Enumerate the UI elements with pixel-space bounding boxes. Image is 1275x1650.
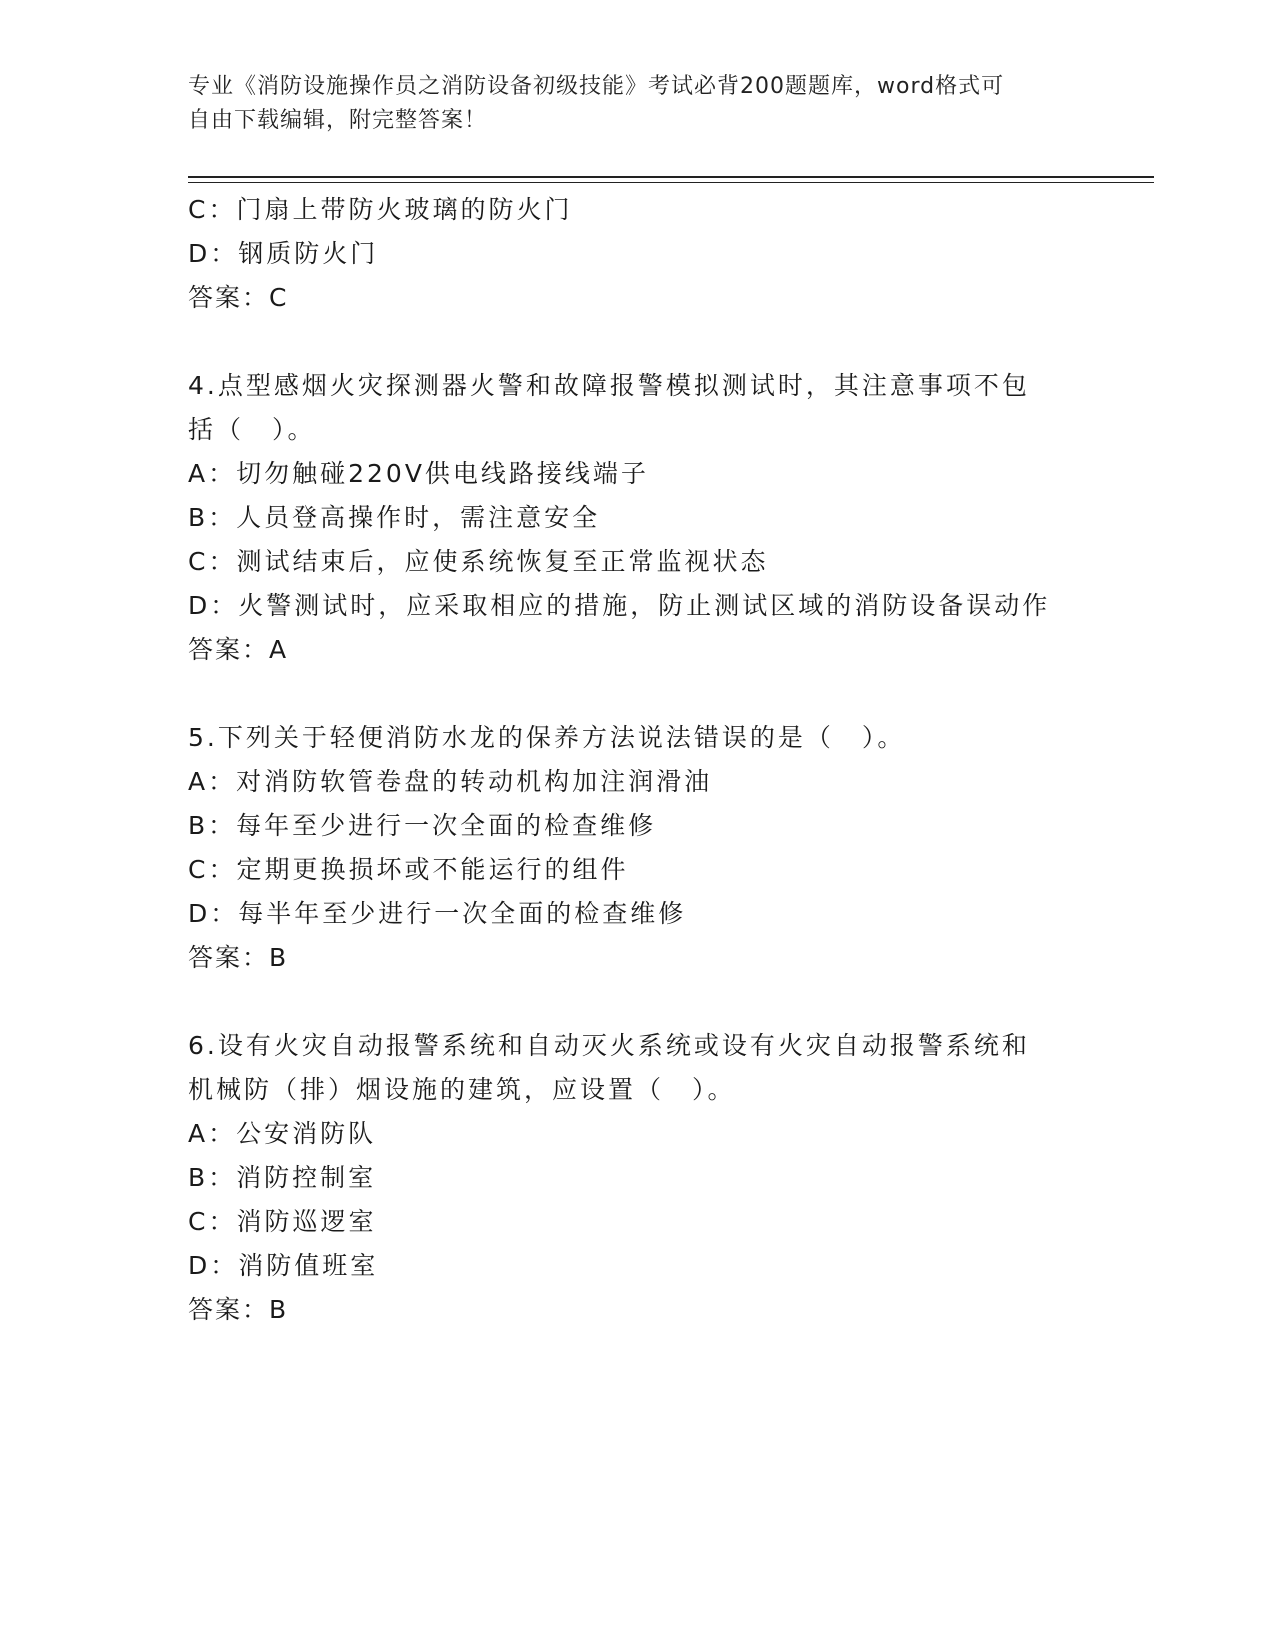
q6-option-d: D：消防值班室 [188, 1251, 379, 1280]
q4-stem-line-2: 括（ ）。 [188, 415, 316, 444]
header-divider-thin [188, 182, 1154, 183]
q5-option-b: B：每年至少进行一次全面的检查维修 [188, 811, 657, 840]
q6-option-a: A：公安消防队 [188, 1119, 377, 1148]
q4-stem-line-1: 4.点型感烟火灾探测器火警和故障报警模拟测试时，其注意事项不包 [188, 371, 1030, 400]
q6-stem-line-1: 6.设有火灾自动报警系统和自动灭火系统或设有火灾自动报警系统和 [188, 1031, 1030, 1060]
q4-option-a: A：切勿触碰220V供电线路接线端子 [188, 459, 649, 488]
q6-option-b: B：消防控制室 [188, 1163, 377, 1192]
document-header [188, 70, 1088, 138]
q5-answer: 答案：B [188, 943, 289, 972]
q4-option-b: B：人员登高操作时，需注意安全 [188, 503, 601, 532]
q3-option-d: D：钢质防火门 [188, 239, 379, 268]
q6-answer: 答案：B [188, 1295, 289, 1324]
q5-option-c: C：定期更换损坏或不能运行的组件 [188, 855, 629, 884]
q4-option-c: C：测试结束后，应使系统恢复至正常监视状态 [188, 547, 769, 576]
q6-option-c: C：消防巡逻室 [188, 1207, 377, 1236]
q5-option-d: D：每半年至少进行一次全面的检查维修 [188, 899, 687, 928]
header-line-1: 专业《消防设施操作员之消防设备初级技能》考试必背200题题库，word格式可 [188, 74, 1005, 99]
q5-stem-line-1: 5.下列关于轻便消防水龙的保养方法说法错误的是（ ）。 [188, 723, 906, 752]
q6-stem-line-2: 机械防（排）烟设施的建筑，应设置（ ）。 [188, 1075, 736, 1104]
header-line-2: 自由下载编辑，附完整答案！ [188, 108, 488, 133]
header-divider-thick [188, 176, 1154, 178]
q4-option-d: D：火警测试时，应采取相应的措施，防止测试区域的消防设备误动作 [188, 591, 1051, 620]
q3-answer: 答案：C [188, 283, 289, 312]
q4-answer: 答案：A [188, 635, 289, 664]
q3-option-c: C：门扇上带防火玻璃的防火门 [188, 195, 573, 224]
q5-option-a: A：对消防软管卷盘的转动机构加注润滑油 [188, 767, 713, 796]
